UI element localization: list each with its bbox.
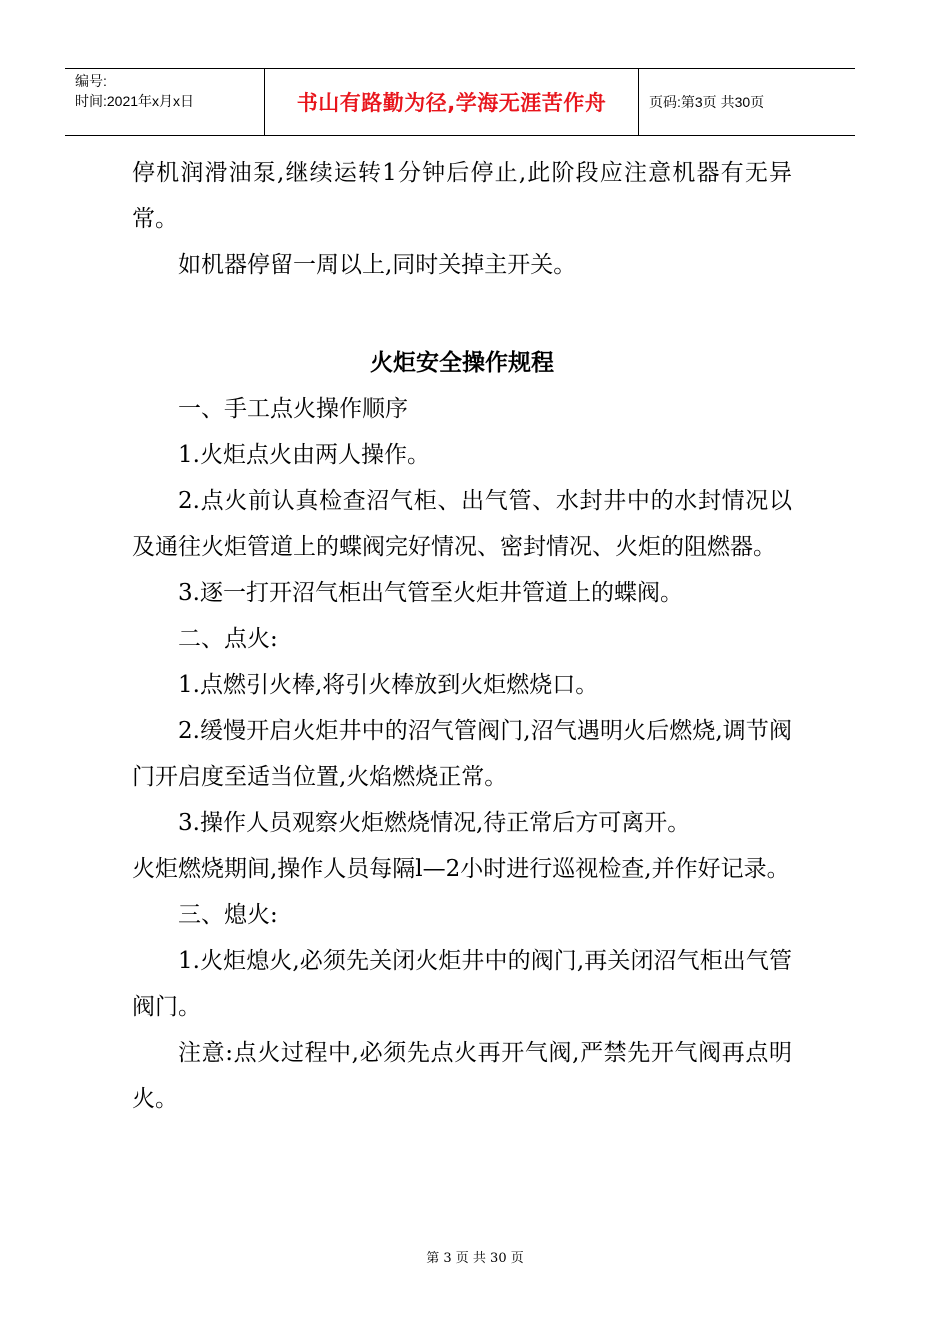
page-header (65, 68, 855, 136)
section-heading: 一、手工点火操作顺序 (178, 396, 408, 422)
paragraph: 1.火炬点火由两人操作。 (178, 442, 430, 468)
paragraph: 3.操作人员观察火炬燃烧情况,待正常后方可离开。 (178, 810, 691, 836)
time-label: 时间:2021年x月x日 (75, 93, 195, 109)
page-footer: 第 3 页 共 30 页 (426, 1251, 524, 1266)
header-motto: 书山有路勤为径,学海无涯苦作舟 (265, 69, 639, 135)
section-heading: 三、熄火: (178, 902, 278, 928)
paragraph: 3.逐一打开沼气柜出气管至火炬井管道上的蝶阀。 (178, 580, 683, 606)
paragraph: 如机器停留一周以上,同时关掉主开关。 (178, 252, 577, 278)
section-title: 火炬安全操作规程 (370, 350, 554, 376)
header-left-cell (65, 69, 265, 135)
paragraph: 1.火炬熄火,必须先关闭火炬井中的阀门,再关闭沼气柜出气管阀门。 (132, 948, 792, 1020)
number-label: 编号: (75, 73, 107, 89)
note-paragraph: 注意:点火过程中,必须先点火再开气阀,严禁先开气阀再点明火。 (132, 1040, 792, 1112)
paragraph: 1.点燃引火棒,将引火棒放到火炬燃烧口。 (178, 672, 599, 698)
section-heading: 二、点火: (178, 626, 278, 652)
paragraph: 火炬燃烧期间,操作人员每隔l—2小时进行巡视检查,并作好记录。 (132, 856, 790, 882)
header-page-info: 页码:第3页 共30页 (649, 94, 765, 110)
paragraph: 停机润滑油泵,继续运转1分钟后停止,此阶段应注意机器有无异常。 (132, 160, 792, 232)
document-body (132, 150, 792, 1122)
spacer (132, 288, 792, 340)
paragraph: 2.点火前认真检查沼气柜、出气管、水封井中的水封情况以及通往火炬管道上的蝶阀完好情况、密封情况、火炬的阻燃器。 (132, 488, 792, 560)
paragraph: 2.缓慢开启火炬井中的沼气管阀门,沼气遇明火后燃烧,调节阀门开启度至适当位置,火焰燃烧正常。 (132, 718, 792, 790)
